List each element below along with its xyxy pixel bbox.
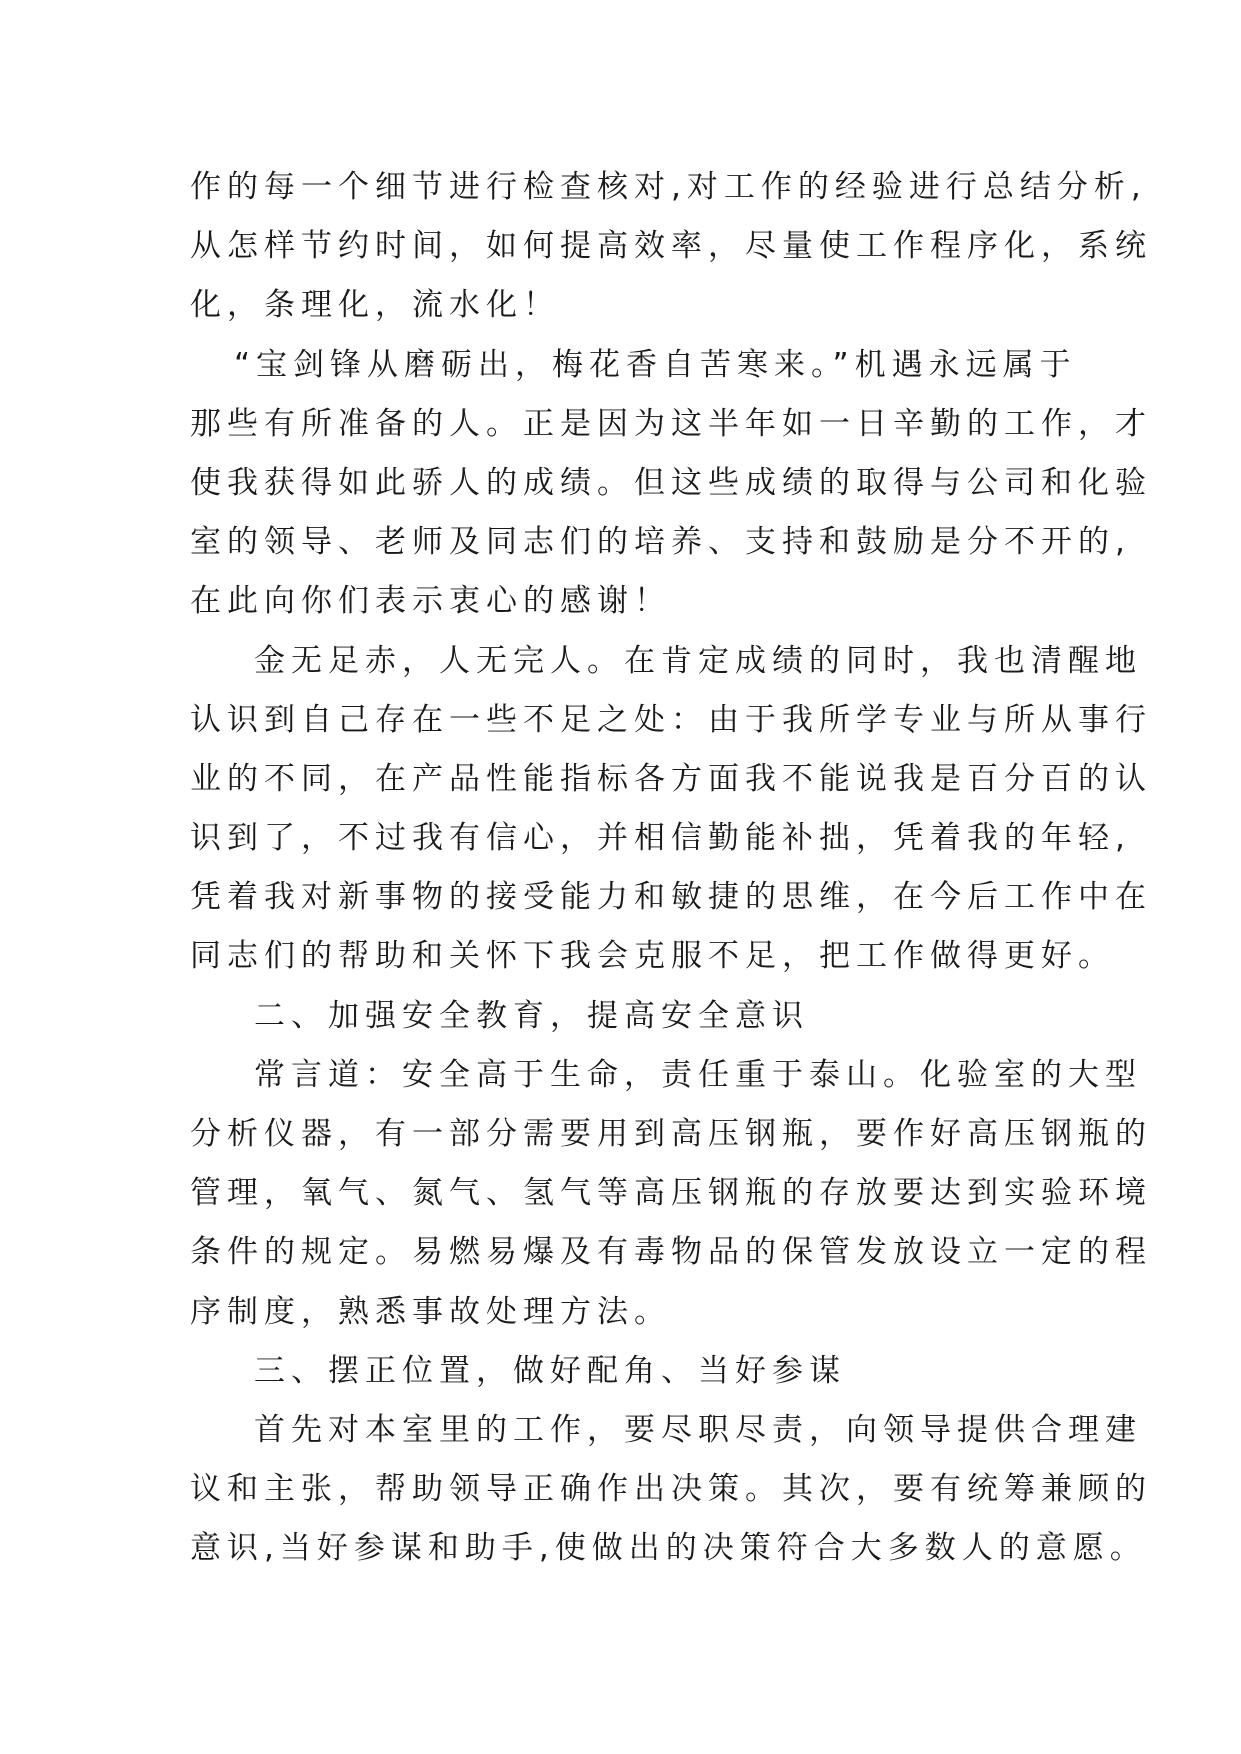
section-heading: 二、加强安全教育，提高安全意识	[254, 997, 809, 1034]
text-line: 那些有所准备的人。正是因为这半年如一日辛勤的工作，才	[190, 405, 1152, 442]
text-line: 凭着我对新事物的接受能力和敏捷的思维，在今后工作中在	[190, 879, 1152, 916]
text-line: 管理，氧气、氮气、氢气等高压钢瓶的存放要达到实验环境	[190, 1175, 1152, 1212]
paragraph-first-line: 常言道：安全高于生命，责任重于泰山。化验室的大型	[254, 1056, 1142, 1093]
paragraph-first-line: 首先对本室里的工作，要尽职尽责，向领导提供合理建	[254, 1411, 1142, 1448]
text-line: 认识到自己存在一些不足之处：由于我所学专业与所从事行	[190, 701, 1152, 738]
text-line: 序制度，熟悉事故处理方法。	[190, 1293, 671, 1330]
text-line: 业的不同，在产品性能指标各方面我不能说我是百分百的认	[190, 760, 1152, 797]
text-line: 识到了，不过我有信心，并相信勤能补拙，凭着我的年轻,	[190, 820, 1131, 857]
text-line: 化，条理化，流水化！	[190, 287, 560, 324]
text-line: 使我获得如此骄人的成绩。但这些成绩的取得与公司和化验	[190, 464, 1152, 501]
section-heading: 三、摆正位置，做好配角、当好参谋	[254, 1352, 846, 1389]
document-body	[190, 158, 1152, 1579]
text-line: 同志们的帮助和关怀下我会克服不足，把工作做得更好。	[190, 938, 1115, 975]
text-line: 分析仪器，有一部分需要用到高压钢瓶，要作好高压钢瓶的	[190, 1116, 1152, 1152]
text-line: 意识,当好参谋和助手,使做出的决策符合大多数人的意愿。	[190, 1530, 1147, 1567]
text-line: 在此向你们表示衷心的感谢！	[190, 583, 671, 620]
text-line: 条件的规定。易燃易爆及有毒物品的保管发放设立一定的程	[190, 1234, 1152, 1271]
text-line: 从怎样节约时间，如何提高效率，尽量使工作程序化，系统	[190, 228, 1152, 265]
paragraph-first-line: “宝剑锋从磨砺出，梅花香自苦寒来。”机遇永远属于	[234, 346, 1077, 383]
text-line: 作的每一个细节进行检查核对,对工作的经验进行总结分析,	[190, 169, 1147, 205]
paragraph-first-line: 金无足赤，人无完人。在肯定成绩的同时，我也清醒地	[254, 642, 1142, 679]
text-line: 议和主张，帮助领导正确作出决策。其次，要有统筹兼顾的	[190, 1471, 1152, 1508]
text-line: 室的领导、老师及同志们的培养、支持和鼓励是分不开的,	[190, 524, 1131, 561]
